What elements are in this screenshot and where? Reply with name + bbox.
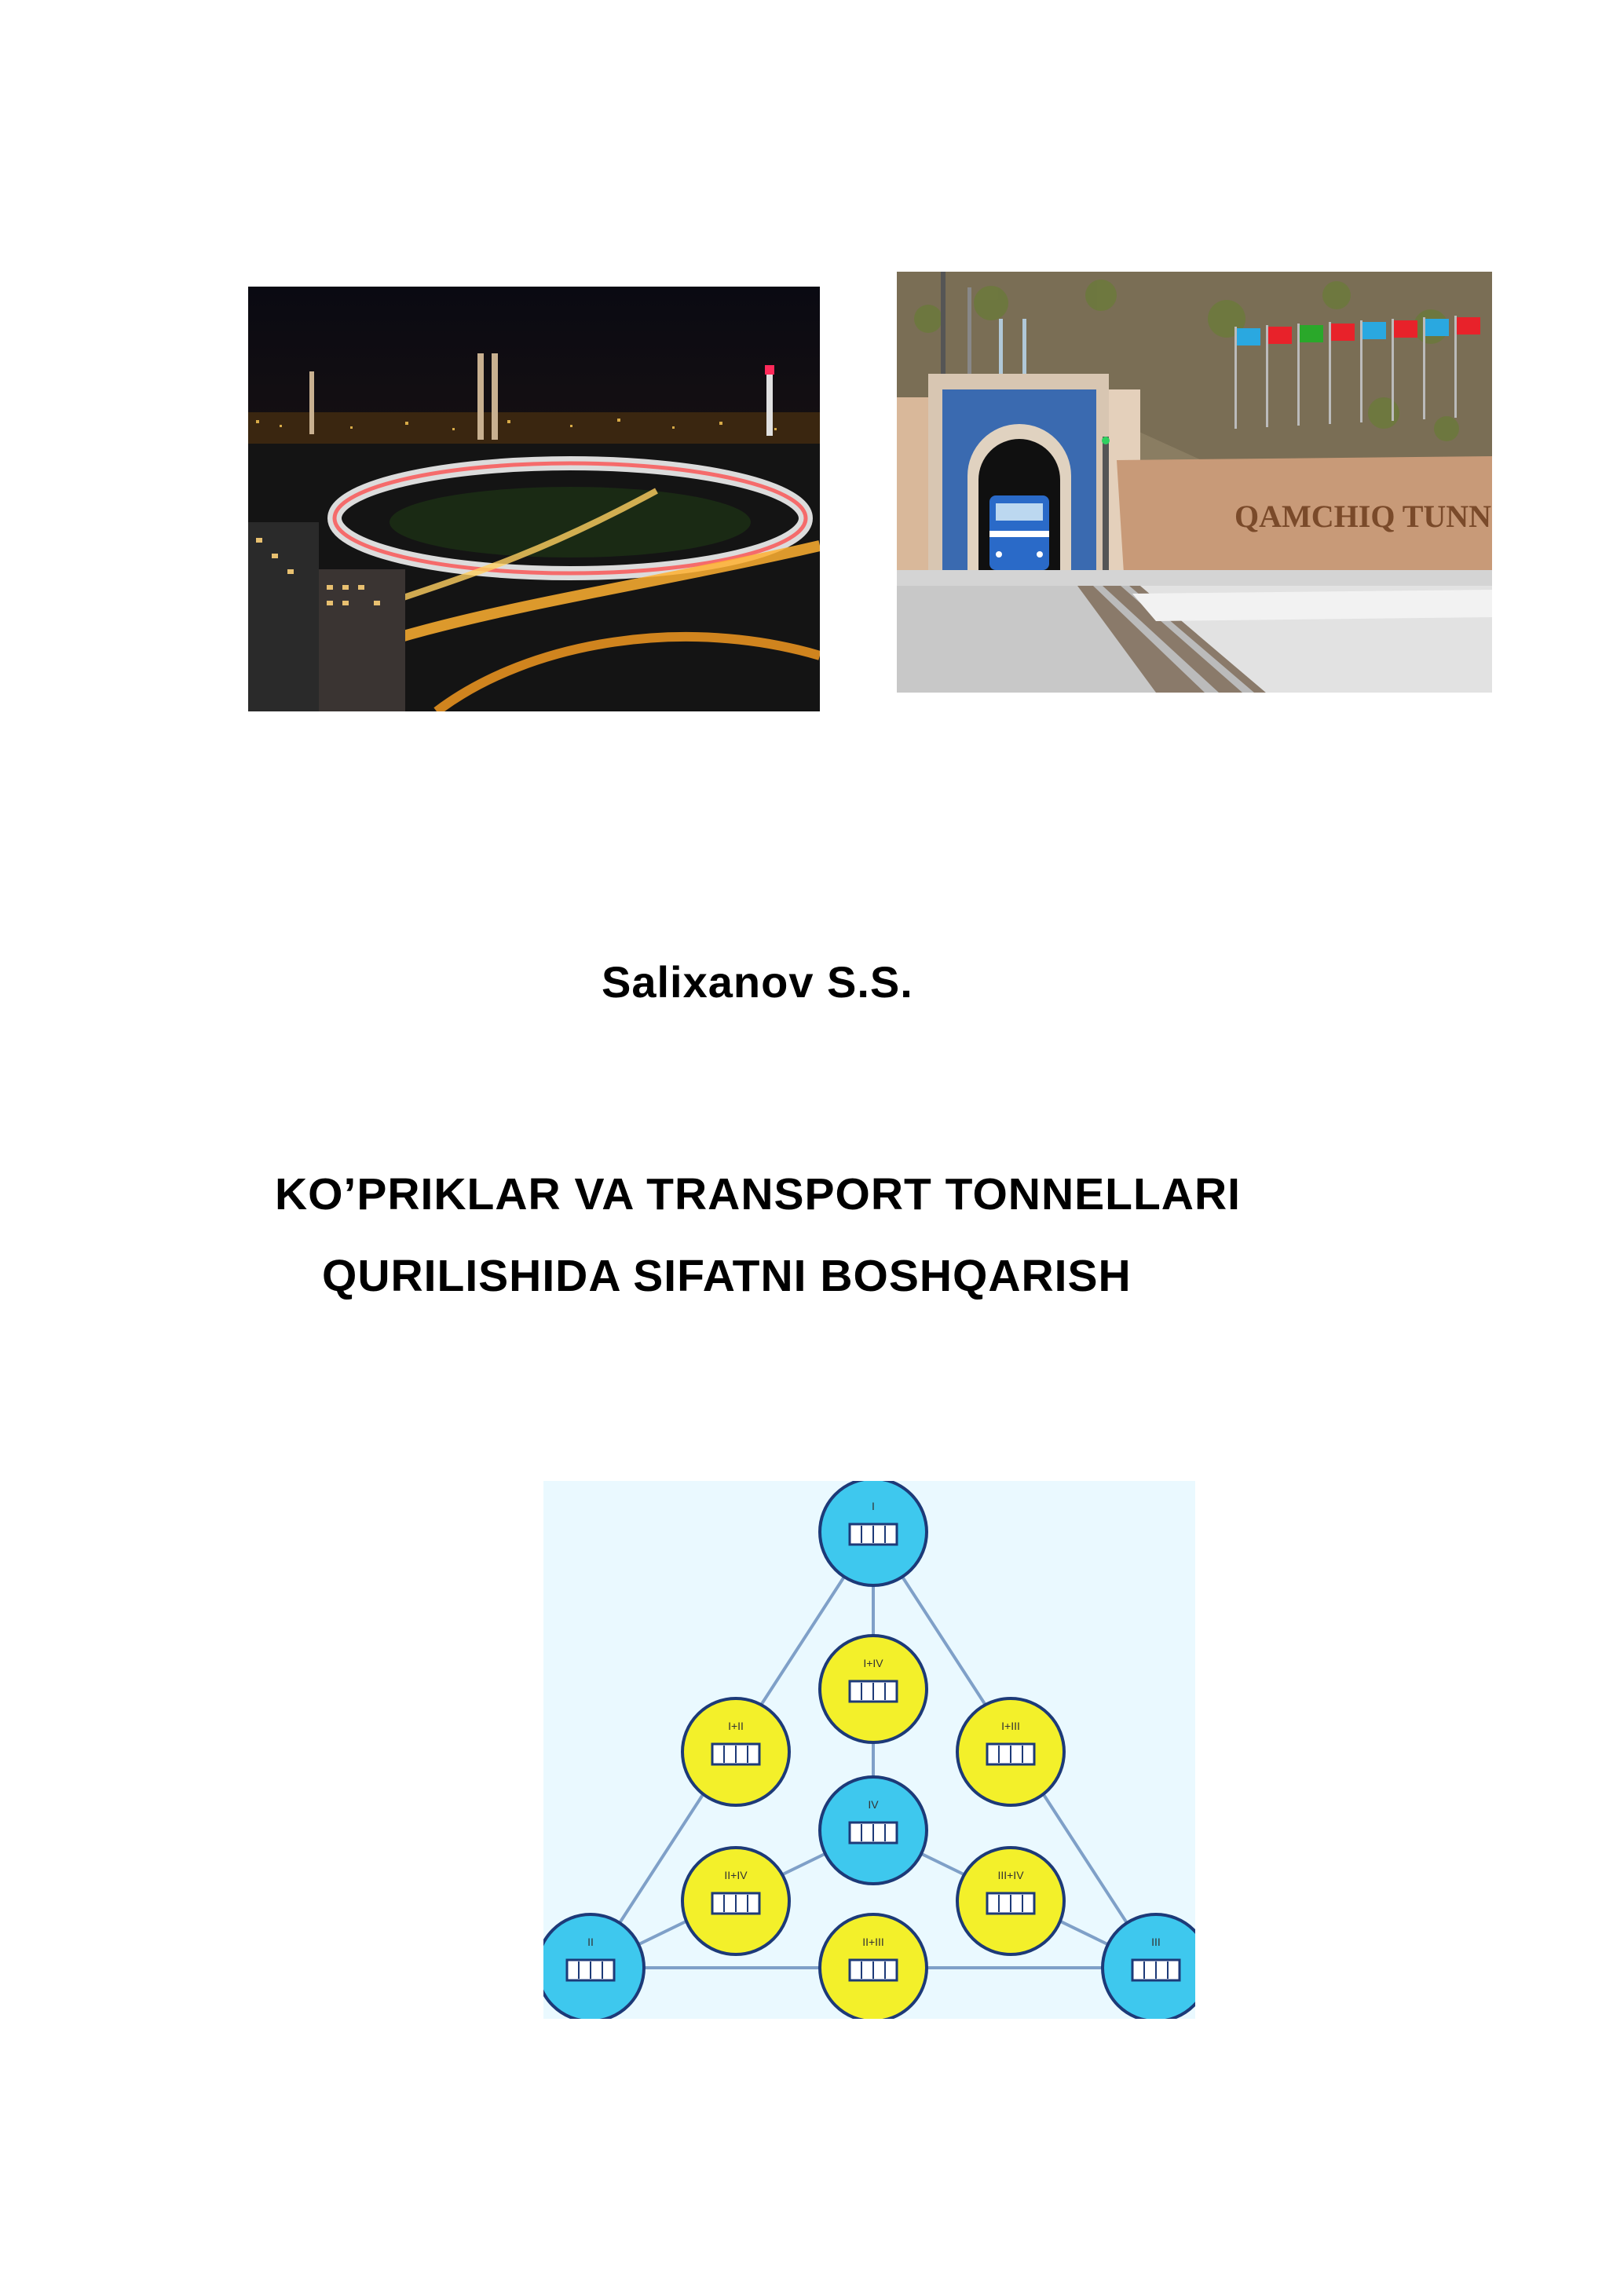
triangle-diagram: [543, 1481, 1195, 2019]
diagram-node-label: II+III: [862, 1936, 884, 1948]
diagram-node-i-plus-ii: [682, 1698, 789, 1805]
diagram-node-label: I+III: [1001, 1720, 1020, 1732]
bridge-interchange-photo: [248, 287, 820, 711]
diagram-node-label: I: [872, 1500, 875, 1512]
diagram-node-iii: [1103, 1914, 1195, 2019]
tunnel-sign-text: QAMCHIQ TUNN: [1234, 499, 1492, 534]
diagram-node-label: III+IV: [997, 1869, 1024, 1881]
bridge-interchange-image: [248, 287, 820, 711]
diagram-node-ii: [543, 1914, 644, 2019]
tunnel-portal-photo: [897, 272, 1492, 693]
diagram-node-iii-plus-iv: [957, 1848, 1064, 1954]
diagram-node-i-plus-iv: [820, 1636, 927, 1742]
diagram-node-ii-plus-iv: [682, 1848, 789, 1954]
title-line-2: QURILISHIDA SIFATNI BOSHQARISH: [322, 1251, 1132, 1301]
diagram-edges: [591, 1532, 1156, 1968]
diagram-node-ii-plus-iii: [820, 1914, 927, 2019]
diagram-node-label: II: [587, 1936, 594, 1948]
diagram-node-i-plus-iii: [957, 1698, 1064, 1805]
diagram-node-label: I+IV: [863, 1657, 883, 1669]
author-name: Salixanov S.S.: [602, 957, 913, 1007]
diagram-node-label: IV: [868, 1798, 879, 1811]
diagram-node-label: II+IV: [724, 1869, 748, 1881]
diagram-node-label: I+II: [728, 1720, 744, 1732]
title-line-1: KO’PRIKLAR VA TRANSPORT TONNELLARI: [275, 1169, 1241, 1219]
triangle-diagram-svg: [543, 1481, 1195, 2019]
diagram-node-iv: [820, 1777, 927, 1884]
tunnel-portal-image: [897, 272, 1492, 693]
diagram-node-label: III: [1151, 1936, 1161, 1948]
diagram-node-i: [820, 1481, 927, 1585]
